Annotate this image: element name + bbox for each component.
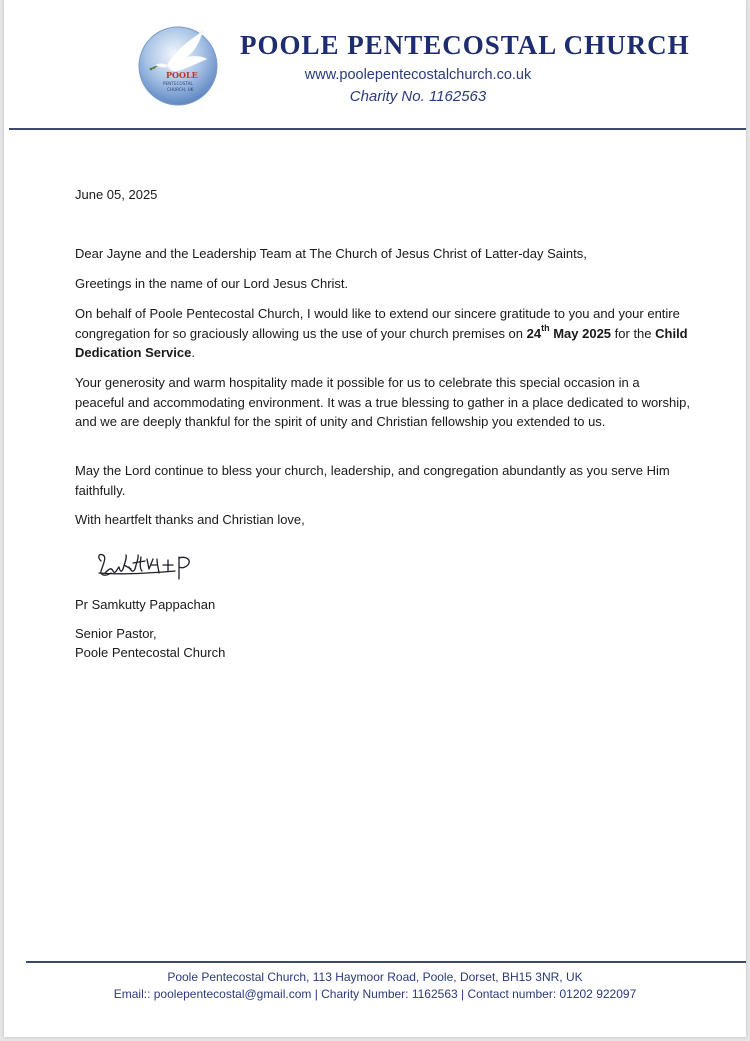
svg-text:POOLE: POOLE	[166, 70, 198, 80]
para1-date: 24th May 2025	[526, 323, 612, 341]
signer-organization: Poole Pentecostal Church	[75, 645, 226, 660]
letter-page	[4, 0, 746, 1037]
header-divider	[9, 128, 746, 130]
para1-start: On behalf of Poole Pentecostal Church, I would like to extend our sincere gratitude to you and your entire congregation for so graciously allowing us the use of your church premises on	[75, 306, 680, 341]
footer-divider	[26, 961, 746, 963]
para1-mid: for the	[611, 325, 656, 341]
website-text: www.poolepentecostalchurch.co.uk	[304, 67, 532, 83]
letter-date: June 05, 2025	[75, 187, 158, 202]
charity-number-text: Charity No. 1162563	[349, 88, 487, 105]
svg-text:PENTECOSTAL: PENTECOSTAL	[163, 81, 193, 86]
footer-contact: Email:: poolepentecostal@gmail.com | Charity Number: 1162563 | Contact number: 01202 922097	[113, 987, 637, 1001]
letter-greeting: Greetings in the name of our Lord Jesus Christ.	[75, 276, 349, 291]
para1-event: Child Dedication Service	[75, 325, 688, 360]
letter-paragraph-1: On behalf of Poole Pentecostal Church, I would like to extend our sincere gratitude to you and your entire congregation for so graciously allowing us the use of your church premises on 24th May 2025 for the Child Dedication Service.	[75, 306, 688, 360]
footer-address: Poole Pentecostal Church, 113 Haymoor Road, Poole, Dorset, BH15 3NR, UK	[167, 970, 583, 984]
letter-salutation: Dear Jayne and the Leadership Team at The Church of Jesus Christ of Latter-day Saints,	[75, 246, 587, 261]
letter-paragraph-2: Your generosity and warm hospitality made it possible for us to celebrate this special occasion in a peaceful and accommodating environment. It was a true blessing to gather in a place dedicated to worship, and we are deeply thankful for the spirit of unity and Christian fellowship you extended to us.	[75, 375, 690, 429]
church-logo-icon	[137, 25, 219, 107]
church-name-heading: POOLE PENTECOSTAL CHURCH	[240, 30, 690, 60]
signer-title: Senior Pastor,	[75, 626, 157, 641]
svg-text:CHURCH, UK: CHURCH, UK	[167, 87, 194, 92]
signature-image	[93, 547, 203, 585]
letter-closing: With heartfelt thanks and Christian love,	[75, 512, 305, 527]
letter-paragraph-3: May the Lord continue to bless your church, leadership, and congregation abundantly as you serve Him faithfully.	[75, 463, 670, 498]
signer-name: Pr Samkutty Pappachan	[75, 597, 216, 612]
